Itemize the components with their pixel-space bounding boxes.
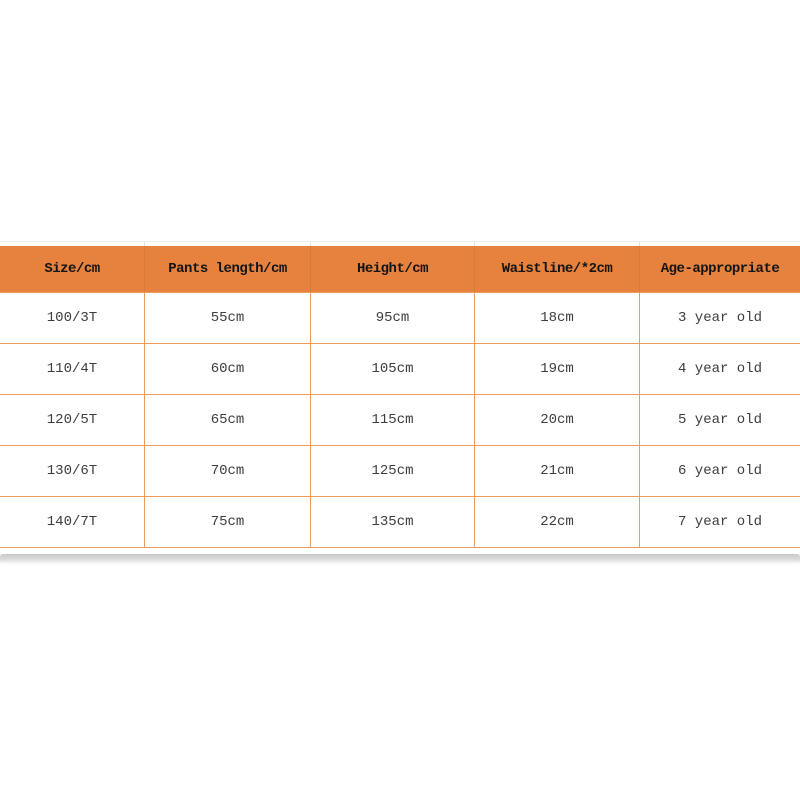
table-cell: 19cm (474, 344, 639, 394)
table-cell: 135cm (310, 497, 474, 547)
table-cell: 75cm (144, 497, 310, 547)
table-cell: 21cm (474, 446, 639, 496)
table-row (0, 446, 800, 497)
table-cell: 22cm (474, 497, 639, 547)
table-cell: 130/6T (46, 463, 98, 479)
table-cell: 100/3T (46, 310, 98, 326)
table-cell: 120/5T (46, 412, 98, 428)
table-row (0, 344, 800, 395)
table-cell: 5 year old (639, 395, 800, 445)
header-cell-waistline-2cm: Waistline/*2cm (474, 246, 639, 292)
panel-bottom-shadow (0, 554, 800, 565)
table-cell: 6 year old (639, 446, 800, 496)
table-row (0, 293, 800, 344)
size-chart-body (0, 293, 800, 548)
table-cell: 70cm (144, 446, 310, 496)
table-cell: 65cm (144, 395, 310, 445)
header-cell-age-appropriate: Age-appropriate (639, 246, 800, 292)
table-cell: 4 year old (639, 344, 800, 394)
header-cell-height-cm: Height/cm (310, 246, 474, 292)
header-cell-pants-length-cm: Pants length/cm (144, 246, 310, 292)
table-cell: 3 year old (639, 293, 800, 343)
size-chart-header-row (0, 246, 800, 293)
table-cell: 140/7T (46, 514, 98, 530)
table-cell: 115cm (310, 395, 474, 445)
table-cell: 125cm (310, 446, 474, 496)
table-cell: 20cm (474, 395, 639, 445)
table-cell: 60cm (144, 344, 310, 394)
table-cell: 110/4T (46, 361, 98, 377)
table-row (0, 395, 800, 446)
table-cell: 105cm (310, 344, 474, 394)
table-cell: 7 year old (639, 497, 800, 547)
table-row (0, 497, 800, 548)
header-cell-size-cm: Size/cm (44, 261, 100, 277)
table-cell: 95cm (310, 293, 474, 343)
size-chart-table (0, 242, 800, 548)
table-cell: 55cm (144, 293, 310, 343)
table-cell: 18cm (474, 293, 639, 343)
